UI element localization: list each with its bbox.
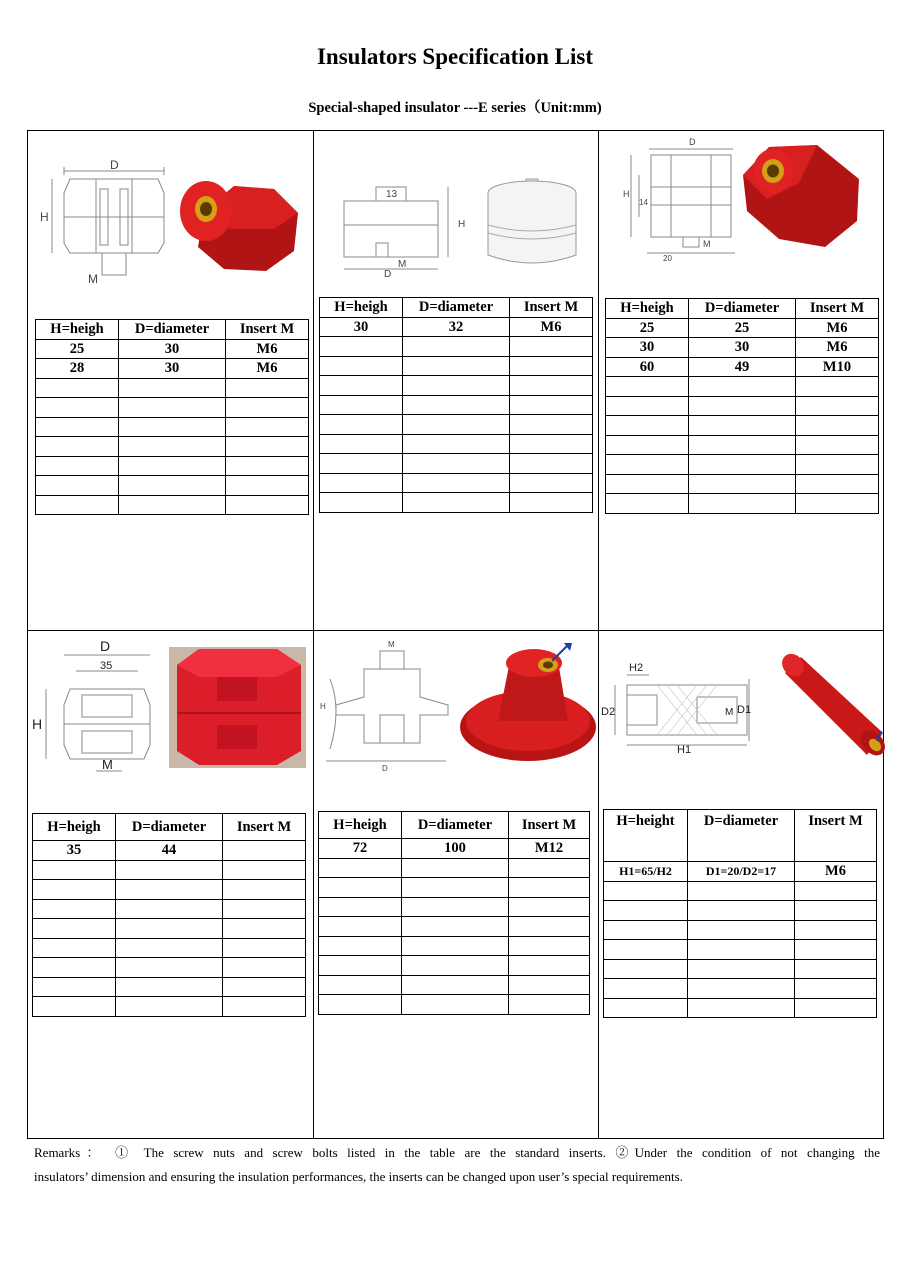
- table-row: [604, 979, 877, 999]
- table-cell: [403, 415, 510, 435]
- table-cell: [606, 455, 689, 475]
- table-cell: [119, 456, 226, 476]
- table-header: H=heigh: [36, 320, 119, 340]
- table-cell: [510, 415, 593, 435]
- insulator-photo-4: [169, 647, 306, 768]
- table-cell: [226, 378, 309, 398]
- table-row: [33, 860, 306, 880]
- table-header: Insert M: [223, 814, 306, 841]
- spec-grid: [27, 130, 884, 1139]
- table-row: [604, 881, 877, 901]
- table-cell: [689, 377, 796, 397]
- table-row: [36, 398, 309, 418]
- product-cell-3: [599, 131, 885, 630]
- table-cell: [33, 899, 116, 919]
- table-cell: [319, 878, 402, 898]
- table-cell: [320, 473, 403, 493]
- insulator-photo-5: [458, 641, 598, 769]
- table-row: [36, 378, 309, 398]
- remarks-line-1: Remarks： ① The screw nuts and screw bolts listed in the table are the standard inserts. ②Under the condition of not changing the: [34, 1145, 880, 1160]
- table-cell: [403, 493, 510, 513]
- dim-label-h: H: [32, 716, 43, 732]
- table-cell: 30: [320, 317, 403, 337]
- table-row: [319, 956, 590, 976]
- insulator-photo-6: [779, 651, 885, 761]
- table-cell: [223, 958, 306, 978]
- table-cell: [402, 995, 509, 1015]
- table-cell: [319, 897, 402, 917]
- table-header: D=diameter: [688, 810, 795, 862]
- table-cell: [688, 959, 795, 979]
- table-row: [606, 318, 879, 338]
- table-cell: M6: [796, 338, 879, 358]
- table-cell: [606, 416, 689, 436]
- table-cell: [36, 398, 119, 418]
- table-row: [604, 920, 877, 940]
- table-row: [320, 356, 593, 376]
- table-cell: 32: [403, 317, 510, 337]
- dim-label-h2: H2: [629, 662, 644, 674]
- page-title: Insulators Specification List: [316, 44, 594, 69]
- technical-drawing-3: [613, 135, 741, 261]
- product-cell-6: [599, 631, 885, 1139]
- table-cell: [33, 938, 116, 958]
- table-cell: [226, 495, 309, 515]
- dim-label-d: D: [689, 137, 696, 147]
- spec-table-5: [318, 811, 590, 1015]
- table-cell: 35: [33, 841, 116, 861]
- table-cell: M6: [226, 339, 309, 359]
- table-cell: [403, 434, 510, 454]
- table-cell: [688, 881, 795, 901]
- table-cell: [226, 456, 309, 476]
- table-row: [33, 899, 306, 919]
- table-cell: [604, 901, 688, 921]
- table-header: H=heigh: [33, 814, 116, 841]
- table-cell: [33, 997, 116, 1017]
- table-row: [320, 473, 593, 493]
- table-header: D=diameter: [403, 298, 510, 318]
- table-cell: [116, 860, 223, 880]
- table-cell: [119, 378, 226, 398]
- table-cell: [319, 858, 402, 878]
- table-cell: 25: [36, 339, 119, 359]
- table-cell: [320, 454, 403, 474]
- table-cell: M6: [796, 318, 879, 338]
- table-cell: [509, 995, 590, 1015]
- table-cell: [510, 454, 593, 474]
- table-cell: [606, 396, 689, 416]
- table-cell: [795, 901, 877, 921]
- table-row: [320, 317, 593, 337]
- table-row: [319, 858, 590, 878]
- insulator-photo-1: [174, 171, 304, 279]
- table-cell: [688, 979, 795, 999]
- table-header: H=height: [604, 810, 688, 862]
- table-row: [33, 938, 306, 958]
- table-row: [320, 415, 593, 435]
- table-row: [319, 917, 590, 937]
- table-cell: [223, 977, 306, 997]
- table-cell: [796, 474, 879, 494]
- table-row: [606, 455, 879, 475]
- table-cell: [403, 395, 510, 415]
- table-cell: [320, 493, 403, 513]
- table-cell: [119, 417, 226, 437]
- table-cell: [795, 979, 877, 999]
- table-cell: [606, 474, 689, 494]
- table-cell: M12: [509, 839, 590, 859]
- dim-label-35: 35: [100, 660, 113, 672]
- table-header: H=heigh: [606, 299, 689, 319]
- dim-label-m: M: [398, 259, 407, 270]
- table-cell: 60: [606, 357, 689, 377]
- table-cell: [116, 958, 223, 978]
- table-cell: [795, 998, 877, 1018]
- table-cell: [319, 956, 402, 976]
- table-cell: 30: [119, 359, 226, 379]
- dim-label-20: 20: [663, 254, 672, 261]
- table-header: Insert M: [796, 299, 879, 319]
- table-cell: [402, 975, 509, 995]
- table-cell: [116, 919, 223, 939]
- table-cell: M6: [226, 359, 309, 379]
- table-cell: 30: [606, 338, 689, 358]
- table-cell: [223, 899, 306, 919]
- table-cell: [223, 841, 306, 861]
- insulator-photo-3: [739, 139, 867, 251]
- table-cell: [604, 998, 688, 1018]
- table-header: H=heigh: [319, 812, 402, 839]
- table-row: [606, 435, 879, 455]
- table-cell: 44: [116, 841, 223, 861]
- spec-table-2: [319, 297, 593, 513]
- technical-drawing-5: [318, 639, 454, 773]
- table-cell: [223, 997, 306, 1017]
- table-cell: [226, 398, 309, 418]
- table-header: D=diameter: [119, 320, 226, 340]
- table-row: [606, 377, 879, 397]
- table-cell: [402, 956, 509, 976]
- table-cell: [226, 437, 309, 457]
- page-subtitle: Special-shaped insulator ---E series（Unit:mm): [308, 100, 602, 116]
- table-cell: 72: [319, 839, 402, 859]
- table-cell: [795, 940, 877, 960]
- table-row: [36, 495, 309, 515]
- table-header: D=diameter: [116, 814, 223, 841]
- table-cell: [319, 975, 402, 995]
- table-header: D=diameter: [689, 299, 796, 319]
- table-cell: [509, 936, 590, 956]
- table-cell: [403, 356, 510, 376]
- dim-label-m: M: [725, 707, 734, 718]
- table-cell: [606, 494, 689, 514]
- table-header: Insert M: [510, 298, 593, 318]
- table-cell: [223, 880, 306, 900]
- product-cell-2: [314, 131, 598, 630]
- table-cell: [33, 880, 116, 900]
- table-cell: [116, 899, 223, 919]
- technical-drawing-6: [601, 649, 751, 753]
- dim-label-d: D: [110, 159, 119, 172]
- table-cell: D1=20/D2=17: [688, 862, 795, 882]
- table-cell: [688, 920, 795, 940]
- table-row: [319, 897, 590, 917]
- table-row: [319, 839, 590, 859]
- table-cell: [795, 881, 877, 901]
- table-row: [36, 339, 309, 359]
- table-cell: [795, 959, 877, 979]
- table-header: D=diameter: [402, 812, 509, 839]
- table-header: Insert M: [226, 320, 309, 340]
- spec-table-6: [603, 809, 877, 1018]
- dim-label-d: D: [382, 764, 388, 773]
- remarks-line-2: insulators’ dimension and ensuring the insulation performances, the inserts can be changed upon user’s special requirements.: [34, 1169, 683, 1184]
- table-cell: [604, 959, 688, 979]
- table-cell: [689, 455, 796, 475]
- table-cell: [403, 376, 510, 396]
- table-cell: [509, 956, 590, 976]
- table-cell: [606, 435, 689, 455]
- table-cell: [402, 897, 509, 917]
- technical-drawing-2: [336, 179, 476, 279]
- product-cell-5: [314, 631, 598, 1139]
- table-cell: [36, 476, 119, 496]
- table-cell: [689, 416, 796, 436]
- table-cell: [320, 434, 403, 454]
- table-cell: [402, 878, 509, 898]
- table-cell: [36, 456, 119, 476]
- table-cell: [509, 897, 590, 917]
- table-cell: [223, 938, 306, 958]
- table-cell: [688, 901, 795, 921]
- table-cell: [689, 474, 796, 494]
- remarks: [34, 1141, 880, 1189]
- table-cell: [36, 378, 119, 398]
- table-cell: H1=65/H2: [604, 862, 688, 882]
- table-cell: [119, 495, 226, 515]
- dim-label-m: M: [703, 239, 711, 249]
- table-cell: 49: [689, 357, 796, 377]
- table-row: [606, 474, 879, 494]
- table-cell: [33, 860, 116, 880]
- dim-label-m: M: [88, 272, 98, 284]
- table-cell: [795, 920, 877, 940]
- table-cell: [604, 920, 688, 940]
- table-cell: [226, 417, 309, 437]
- table-cell: [319, 995, 402, 1015]
- table-cell: [320, 415, 403, 435]
- table-cell: [319, 936, 402, 956]
- table-cell: [510, 434, 593, 454]
- dim-label-h: H: [458, 219, 466, 230]
- dim-label-d2: D2: [601, 706, 616, 718]
- table-cell: [116, 938, 223, 958]
- table-row: [36, 476, 309, 496]
- table-cell: [402, 917, 509, 937]
- table-row: [320, 395, 593, 415]
- table-cell: [119, 476, 226, 496]
- table-cell: [796, 435, 879, 455]
- table-row: [320, 376, 593, 396]
- table-row: [33, 919, 306, 939]
- table-cell: [509, 975, 590, 995]
- table-row: [320, 454, 593, 474]
- table-cell: 100: [402, 839, 509, 859]
- table-cell: [319, 917, 402, 937]
- spec-table-4: [32, 813, 306, 1017]
- table-cell: [403, 473, 510, 493]
- table-cell: [403, 337, 510, 357]
- table-cell: [510, 356, 593, 376]
- table-row: [319, 995, 590, 1015]
- table-cell: [689, 396, 796, 416]
- table-row: [604, 959, 877, 979]
- table-row: [320, 337, 593, 357]
- table-row: [606, 396, 879, 416]
- dim-label-h: H: [40, 210, 49, 224]
- table-cell: [320, 337, 403, 357]
- table-row: [36, 359, 309, 379]
- table-cell: [688, 998, 795, 1018]
- table-row: [33, 958, 306, 978]
- table-header: Insert M: [795, 810, 877, 862]
- table-cell: [509, 858, 590, 878]
- table-cell: [320, 376, 403, 396]
- table-row: [606, 494, 879, 514]
- table-row: [606, 338, 879, 358]
- table-cell: [604, 940, 688, 960]
- table-cell: [320, 356, 403, 376]
- table-cell: M6: [795, 862, 877, 882]
- table-cell: [33, 919, 116, 939]
- table-cell: [689, 494, 796, 514]
- table-header: H=heigh: [320, 298, 403, 318]
- table-row: [320, 434, 593, 454]
- technical-drawing-4: [30, 635, 160, 775]
- table-cell: [402, 858, 509, 878]
- table-cell: 28: [36, 359, 119, 379]
- table-cell: M10: [796, 357, 879, 377]
- table-row: [319, 936, 590, 956]
- table-cell: [36, 417, 119, 437]
- table-cell: M6: [510, 317, 593, 337]
- table-cell: [606, 377, 689, 397]
- table-cell: [510, 395, 593, 415]
- table-cell: [116, 997, 223, 1017]
- table-header: Insert M: [509, 812, 590, 839]
- table-cell: [796, 416, 879, 436]
- table-row: [604, 940, 877, 960]
- table-row: [320, 493, 593, 513]
- table-cell: [509, 917, 590, 937]
- table-cell: [796, 377, 879, 397]
- dim-label-h: H: [623, 189, 630, 199]
- table-cell: [226, 476, 309, 496]
- table-row: [319, 975, 590, 995]
- table-row: [36, 456, 309, 476]
- table-cell: [604, 881, 688, 901]
- table-cell: [689, 435, 796, 455]
- table-row: [33, 880, 306, 900]
- table-cell: [36, 495, 119, 515]
- table-row: [604, 901, 877, 921]
- table-row: [606, 416, 879, 436]
- table-cell: 30: [689, 338, 796, 358]
- table-cell: [510, 473, 593, 493]
- dim-label-13: 13: [386, 189, 398, 200]
- table-row: [604, 998, 877, 1018]
- dim-label-d: D: [100, 638, 111, 654]
- dim-label-h1: H1: [677, 744, 692, 753]
- table-row: [319, 878, 590, 898]
- table-row: [606, 357, 879, 377]
- table-cell: [510, 337, 593, 357]
- table-cell: [223, 860, 306, 880]
- table-row: [604, 862, 877, 882]
- table-cell: [116, 880, 223, 900]
- product-cell-4: [28, 631, 313, 1139]
- table-cell: [604, 979, 688, 999]
- table-cell: 25: [606, 318, 689, 338]
- table-cell: 25: [689, 318, 796, 338]
- dim-label-m: M: [388, 640, 395, 649]
- table-cell: [796, 396, 879, 416]
- table-row: [33, 841, 306, 861]
- dim-label-m: M: [102, 757, 113, 772]
- table-cell: [796, 455, 879, 475]
- table-cell: [403, 454, 510, 474]
- spec-table-3: [605, 298, 879, 514]
- table-cell: [320, 395, 403, 415]
- table-cell: [119, 398, 226, 418]
- spec-table-1: [35, 319, 309, 515]
- table-row: [36, 417, 309, 437]
- table-row: [33, 977, 306, 997]
- table-cell: [796, 494, 879, 514]
- product-cell-1: [28, 131, 313, 630]
- table-cell: [33, 958, 116, 978]
- technical-drawing-1: [36, 159, 176, 284]
- table-cell: [116, 977, 223, 997]
- table-cell: [33, 977, 116, 997]
- table-row: [36, 437, 309, 457]
- dim-label-d: D: [384, 269, 392, 279]
- table-cell: [688, 940, 795, 960]
- table-cell: [223, 919, 306, 939]
- table-cell: [402, 936, 509, 956]
- table-row: [33, 997, 306, 1017]
- dim-label-14: 14: [639, 198, 648, 207]
- table-cell: [36, 437, 119, 457]
- insulator-photo-2: [482, 175, 582, 275]
- table-cell: [509, 878, 590, 898]
- dim-label-h: H: [320, 702, 326, 711]
- table-cell: [510, 493, 593, 513]
- table-cell: 30: [119, 339, 226, 359]
- table-cell: [510, 376, 593, 396]
- table-cell: [119, 437, 226, 457]
- dim-label-d1: D1: [737, 704, 751, 716]
